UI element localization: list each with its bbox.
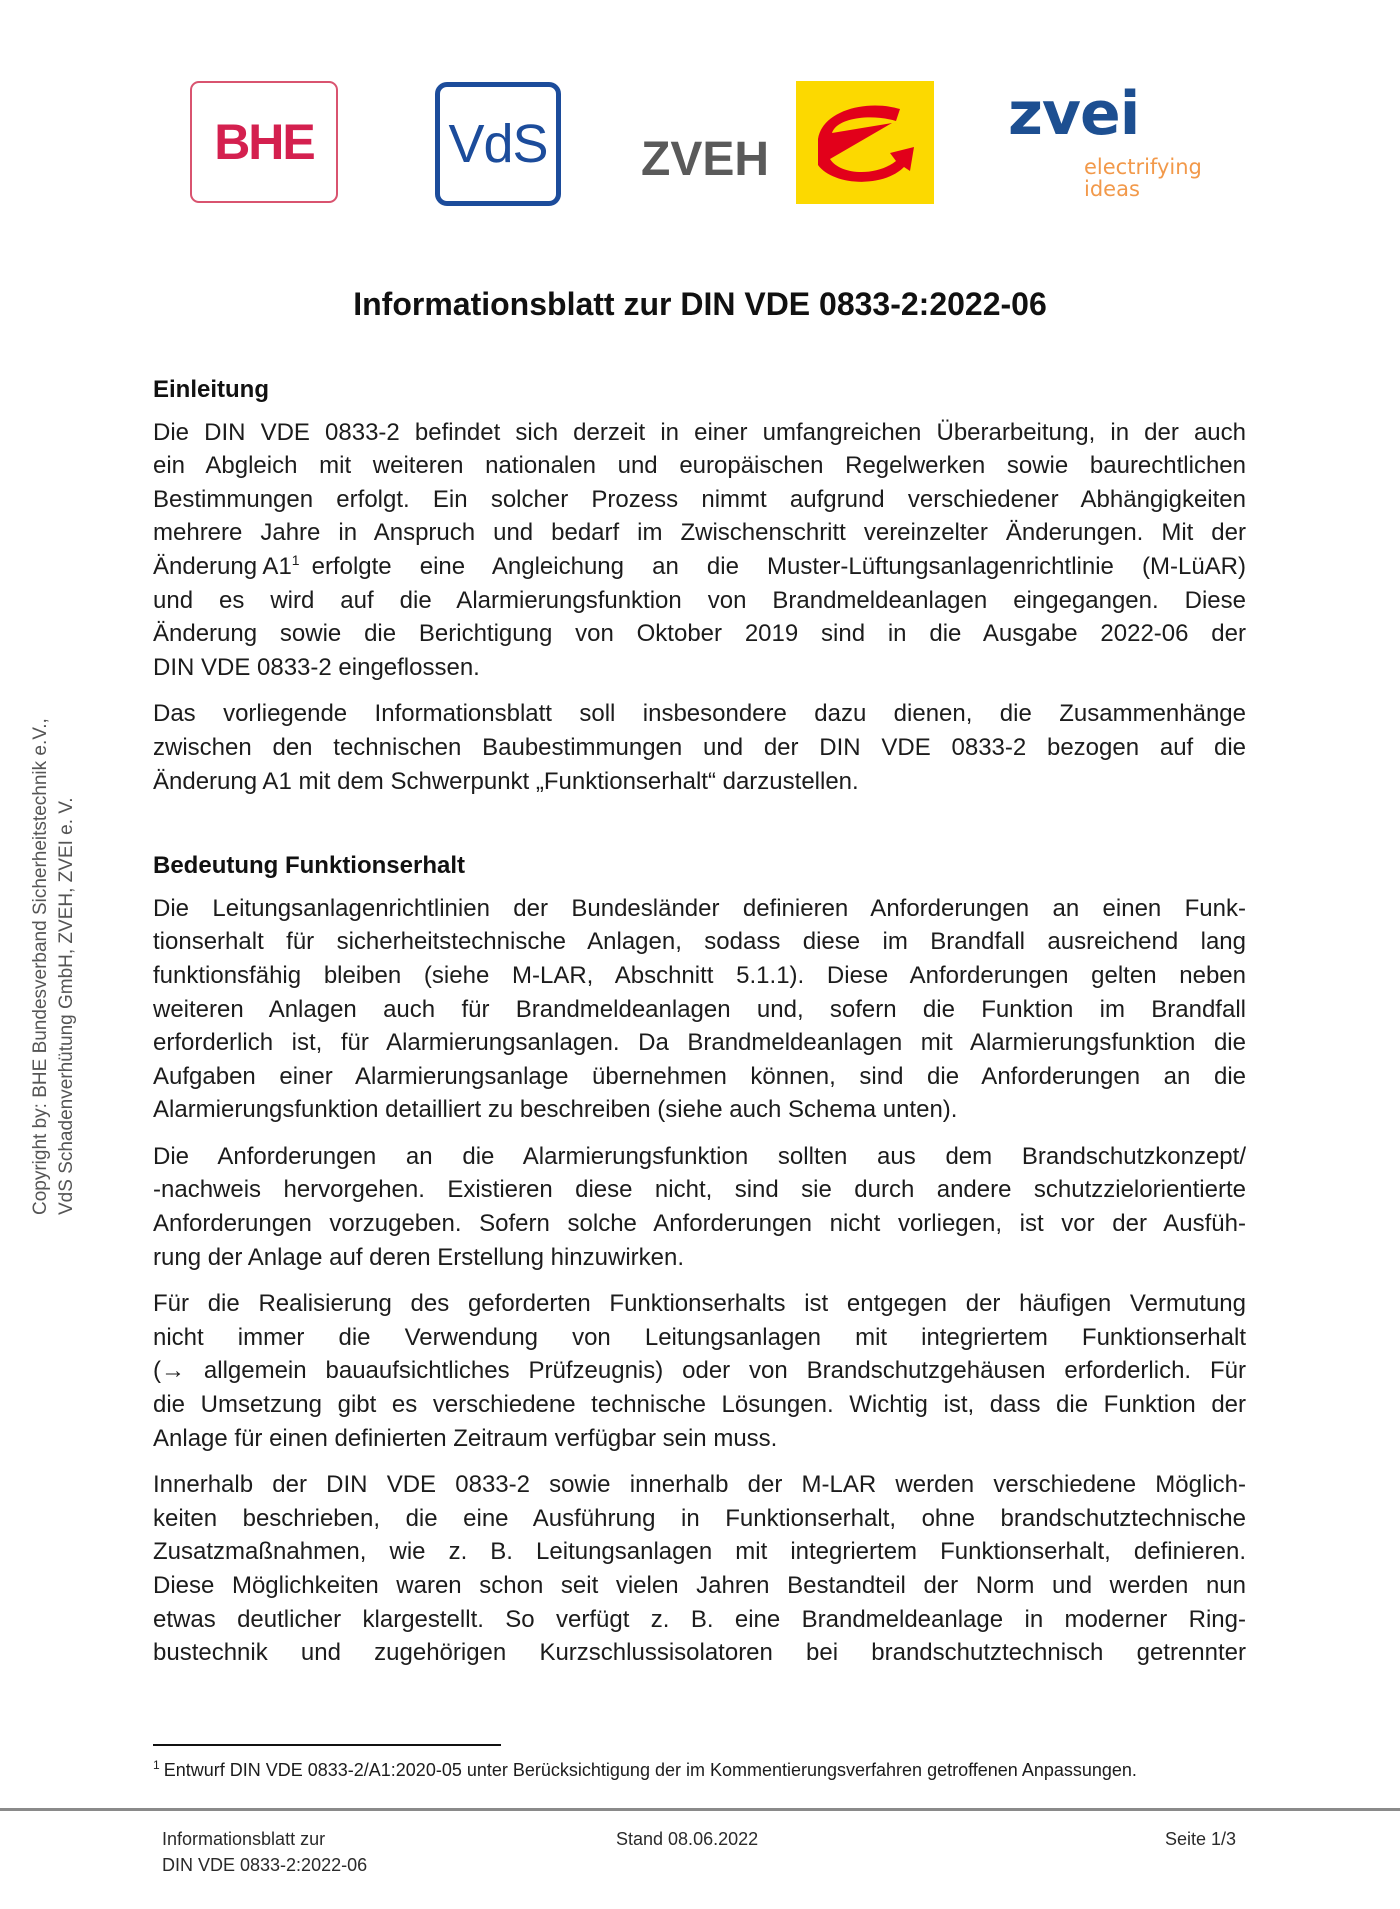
footer-document-name	[162, 1826, 367, 1878]
zveh-logo-text: ZVEH	[641, 133, 770, 186]
text-line-with-footnote	[153, 550, 1246, 584]
text-line: Änderung A1 mit dem Schwerpunkt „Funktionserhalt“ darzustellen.	[153, 767, 859, 795]
text-line: Zusatzmaßnahmen, wie z. B. Leitungsanlagen mit integriertem Funktionserhalt, definieren.	[153, 1538, 1246, 1566]
zvei-logo-tagline	[1084, 156, 1202, 200]
paragraph	[153, 1468, 1246, 1670]
vds-logo-text: VdS	[448, 114, 548, 174]
text-line: Anforderungen vorzugeben. Sofern solche Anforderungen nicht vorliegen, ist vor der Ausfüh-	[153, 1210, 1246, 1238]
paragraph	[153, 1287, 1246, 1455]
footer-divider	[0, 1808, 1400, 1811]
text-line: Innerhalb der DIN VDE 0833-2 sowie innerhalb der M-LAR werden verschiedene Möglich-	[153, 1471, 1246, 1499]
section-spacer	[153, 811, 1246, 849]
text-line: etwas deutlicher klargestellt. So verfügt z. B. eine Brandmeldeanlage in moderner Ring-	[153, 1605, 1246, 1633]
side-copyright-notice	[28, 718, 80, 1215]
text-line: funktionsfähig bleiben (siehe M-LAR, Abschnitt 5.1.1). Diese Anforderungen gelten neben	[153, 961, 1246, 989]
zveh-e-emblem-icon	[796, 81, 934, 204]
vds-logo	[435, 82, 561, 206]
text-line: tionserhalt für sicherheitstechnische Anlagen, sodass diese im Brandfall ausreichend lang	[153, 928, 1246, 956]
text-line: bustechnik und zugehörigen Kurzschlussisolatoren bei brandschutztechnisch getrennter	[153, 1639, 1246, 1667]
text-line: Änderung sowie die Berichtigung von Oktober 2019 sind in die Ausgabe 2022-06 der	[153, 620, 1246, 648]
zvei-logo-text: zvei	[1008, 79, 1140, 149]
copyright-line-2: VdS Schadenverhütung GmbH, ZVEH, ZVEI e. V.	[56, 797, 77, 1215]
page-title: Informationsblatt zur DIN VDE 0833-2:2022-06	[353, 286, 1047, 322]
zvei-tagline-line-2: ideas	[1084, 177, 1140, 201]
footnote	[153, 1760, 1137, 1781]
text-line: Diese Möglichkeiten waren schon seit vielen Jahren Bestandteil der Norm und werden nun	[153, 1572, 1246, 1599]
footer-page-number: Seite 1/3	[1165, 1829, 1237, 1849]
paragraph	[153, 416, 1246, 685]
footnote-divider	[153, 1744, 501, 1746]
paragraph	[153, 697, 1246, 798]
text-line: Die Leitungsanlagenrichtlinien der Bundesländer definieren Anforderungen an einen Funk-	[153, 894, 1246, 922]
text-line: erforderlich ist, für Alarmierungsanlagen. Da Brandmeldeanlagen mit Alarmierungsfunktion die	[153, 1029, 1246, 1057]
text-line: Anlage für einen definierten Zeitraum verfügbar sein muss.	[153, 1424, 778, 1452]
text-line: ein Abgleich mit weiteren nationalen und europäischen Regelwerken sowie baurechtlichen	[153, 452, 1246, 480]
text-line: die Umsetzung gibt es verschiedene technische Lösungen. Wichtig ist, dass die Funktion der	[153, 1391, 1246, 1419]
text-fragment: Änderung A1	[153, 552, 292, 580]
text-line: zwischen den technischen Baubestimmungen und der DIN VDE 0833-2 bezogen auf die	[153, 733, 1246, 761]
paragraph	[153, 1140, 1246, 1274]
text-line: nicht immer die Verwendung von Leitungsanlagen mit integriertem Funktionserhalt	[153, 1323, 1246, 1351]
text-line: DIN VDE 0833-2 eingeflossen.	[153, 653, 480, 681]
text-line: Das vorliegende Informationsblatt soll insbesondere dazu dienen, die Zusammenhänge	[153, 700, 1246, 728]
bhe-logo	[190, 81, 338, 203]
text-line: rung der Anlage auf deren Erstellung hinzuwirken.	[153, 1243, 684, 1271]
text-line: Alarmierungsfunktion detailliert zu beschreiben (siehe auch Schema unten).	[153, 1096, 958, 1124]
footer-left-line-2: DIN VDE 0833-2:2022-06	[162, 1855, 368, 1875]
section-heading-einleitung: Einleitung	[153, 376, 269, 403]
footer-date: Stand 08.06.2022	[616, 1829, 759, 1849]
text-line: Für die Realisierung des geforderten Funktionserhalts ist entgegen der häufigen Vermutung	[153, 1290, 1246, 1318]
footnote-reference[interactable]: 1	[291, 551, 300, 568]
text-line: Aufgaben einer Alarmierungsanlage übernehmen können, sind die Anforderungen an die	[153, 1062, 1246, 1090]
section-heading-funktionserhalt: Bedeutung Funktionserhalt	[153, 852, 465, 880]
text-line: Bestimmungen erfolgt. Ein solcher Prozess nimmt aufgrund verschiedener Abhängigkeiten	[153, 485, 1246, 513]
footnote-text: Entwurf DIN VDE 0833-2/A1:2020-05 unter Berücksichtigung der im Kommentierungsverfahren getroffenen Anpassungen.	[163, 1760, 1137, 1780]
text-line: und es wird auf die Alarmierungsfunktion von Brandmeldeanlagen eingegangen. Diese	[153, 586, 1246, 614]
footer-left-line-1: Informationsblatt zur	[162, 1829, 326, 1849]
text-line: keiten beschrieben, die eine Ausführung in Funktionserhalt, ohne brandschutztechnische	[153, 1504, 1246, 1532]
footnote-marker: 1	[153, 1758, 160, 1772]
text-fragment: erfolgte eine Angleichung an die Muster-Lüftungsanlagenrichtlinie (M-LüAR)	[311, 552, 1246, 580]
text-line: (→ allgemein bauaufsichtliches Prüfzeugnis) oder von Brandschutzgehäusen erforderlich. Für	[153, 1357, 1246, 1385]
copyright-line-1: Copyright by: BHE Bundesverband Sicherheitstechnik e.V.,	[30, 718, 51, 1215]
bhe-logo-text: BHE	[214, 114, 314, 170]
text-line: -nachweis hervorgehen. Existieren diese nicht, sind sie durch andere schutzzielorientierte	[153, 1176, 1246, 1204]
text-line: mehrere Jahre in Anspruch und bedarf im Zwischenschritt vereinzelter Änderungen. Mit der	[153, 519, 1246, 547]
text-line: weiteren Anlagen auch für Brandmeldeanlagen und, sofern die Funktion im Brandfall	[153, 995, 1246, 1023]
paragraph	[153, 892, 1246, 1127]
text-line: Die Anforderungen an die Alarmierungsfunktion sollten aus dem Brandschutzkonzept/	[153, 1142, 1246, 1170]
document-body	[153, 373, 1246, 1683]
text-line: Die DIN VDE 0833-2 befindet sich derzeit in einer umfangreichen Überarbeitung, in der auch	[153, 418, 1246, 446]
zvei-tagline-line-1: electrifying	[1084, 155, 1202, 179]
